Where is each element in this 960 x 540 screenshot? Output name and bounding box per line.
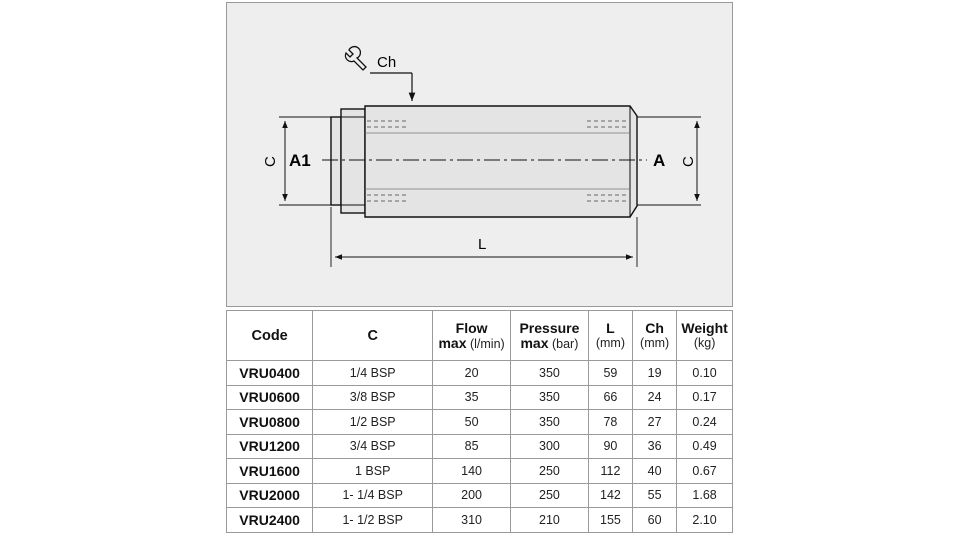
length-label: L bbox=[478, 236, 487, 253]
cell-ch: 19 bbox=[633, 361, 677, 386]
cell-pressure: 250 bbox=[511, 459, 589, 484]
cell-l: 78 bbox=[588, 410, 632, 435]
cell-code: VRU0400 bbox=[227, 361, 313, 386]
cell-ch: 55 bbox=[633, 483, 677, 508]
cell-c: 1 BSP bbox=[313, 459, 433, 484]
cell-l: 112 bbox=[588, 459, 632, 484]
cell-c: 1/2 BSP bbox=[313, 410, 433, 435]
cell-ch: 36 bbox=[633, 434, 677, 459]
cell-l: 142 bbox=[588, 483, 632, 508]
cell-l: 90 bbox=[588, 434, 632, 459]
header-flow: Flow max (l/min) bbox=[433, 311, 511, 361]
ch-label: Ch bbox=[377, 54, 397, 71]
cell-pressure: 250 bbox=[511, 483, 589, 508]
port-a1-label: A1 bbox=[289, 151, 311, 170]
cell-code: VRU2400 bbox=[227, 508, 313, 533]
cell-l: 155 bbox=[588, 508, 632, 533]
table-row bbox=[227, 508, 733, 533]
port-a-label: A bbox=[653, 151, 666, 170]
cell-weight: 0.17 bbox=[677, 385, 733, 410]
cell-ch: 24 bbox=[633, 385, 677, 410]
cell-weight: 0.67 bbox=[677, 459, 733, 484]
technical-drawing-panel bbox=[226, 2, 733, 307]
c-right-label: C bbox=[680, 156, 697, 167]
cell-ch: 27 bbox=[633, 410, 677, 435]
cell-flow: 140 bbox=[433, 459, 511, 484]
cell-code: VRU0600 bbox=[227, 385, 313, 410]
cell-pressure: 350 bbox=[511, 385, 589, 410]
wrench-icon bbox=[345, 47, 366, 70]
cell-flow: 20 bbox=[433, 361, 511, 386]
table-row bbox=[227, 385, 733, 410]
table-row bbox=[227, 459, 733, 484]
cell-code: VRU2000 bbox=[227, 483, 313, 508]
cell-c: 3/4 BSP bbox=[313, 434, 433, 459]
cell-pressure: 300 bbox=[511, 434, 589, 459]
cell-code: VRU0800 bbox=[227, 410, 313, 435]
cell-code: VRU1200 bbox=[227, 434, 313, 459]
cell-weight: 0.10 bbox=[677, 361, 733, 386]
cell-ch: 60 bbox=[633, 508, 677, 533]
c-left-label: C bbox=[262, 156, 279, 167]
specification-table bbox=[226, 310, 733, 533]
cell-c: 3/8 BSP bbox=[313, 385, 433, 410]
cell-pressure: 210 bbox=[511, 508, 589, 533]
valve-body bbox=[331, 106, 637, 217]
cell-l: 59 bbox=[588, 361, 632, 386]
cell-pressure: 350 bbox=[511, 361, 589, 386]
cell-weight: 2.10 bbox=[677, 508, 733, 533]
cell-c: 1- 1/4 BSP bbox=[313, 483, 433, 508]
cell-flow: 85 bbox=[433, 434, 511, 459]
table-header-row bbox=[227, 311, 733, 361]
header-c: C bbox=[313, 311, 433, 361]
cell-flow: 310 bbox=[433, 508, 511, 533]
table-row bbox=[227, 410, 733, 435]
header-l: L (mm) bbox=[588, 311, 632, 361]
cell-weight: 0.49 bbox=[677, 434, 733, 459]
cell-weight: 0.24 bbox=[677, 410, 733, 435]
cell-flow: 200 bbox=[433, 483, 511, 508]
header-pressure: Pressure max (bar) bbox=[511, 311, 589, 361]
cell-flow: 35 bbox=[433, 385, 511, 410]
cell-code: VRU1600 bbox=[227, 459, 313, 484]
header-code: Code bbox=[227, 311, 313, 361]
cell-pressure: 350 bbox=[511, 410, 589, 435]
cell-c: 1- 1/2 BSP bbox=[313, 508, 433, 533]
hex-body bbox=[365, 106, 637, 217]
cell-weight: 1.68 bbox=[677, 483, 733, 508]
header-ch: Ch (mm) bbox=[633, 311, 677, 361]
header-weight: Weight (kg) bbox=[677, 311, 733, 361]
left-thread-end bbox=[331, 117, 341, 205]
table-row bbox=[227, 483, 733, 508]
left-fitting bbox=[341, 109, 365, 213]
table-row bbox=[227, 361, 733, 386]
cell-l: 66 bbox=[588, 385, 632, 410]
cell-c: 1/4 BSP bbox=[313, 361, 433, 386]
valve-drawing bbox=[227, 3, 734, 308]
cell-flow: 50 bbox=[433, 410, 511, 435]
cell-ch: 40 bbox=[633, 459, 677, 484]
table-row bbox=[227, 434, 733, 459]
